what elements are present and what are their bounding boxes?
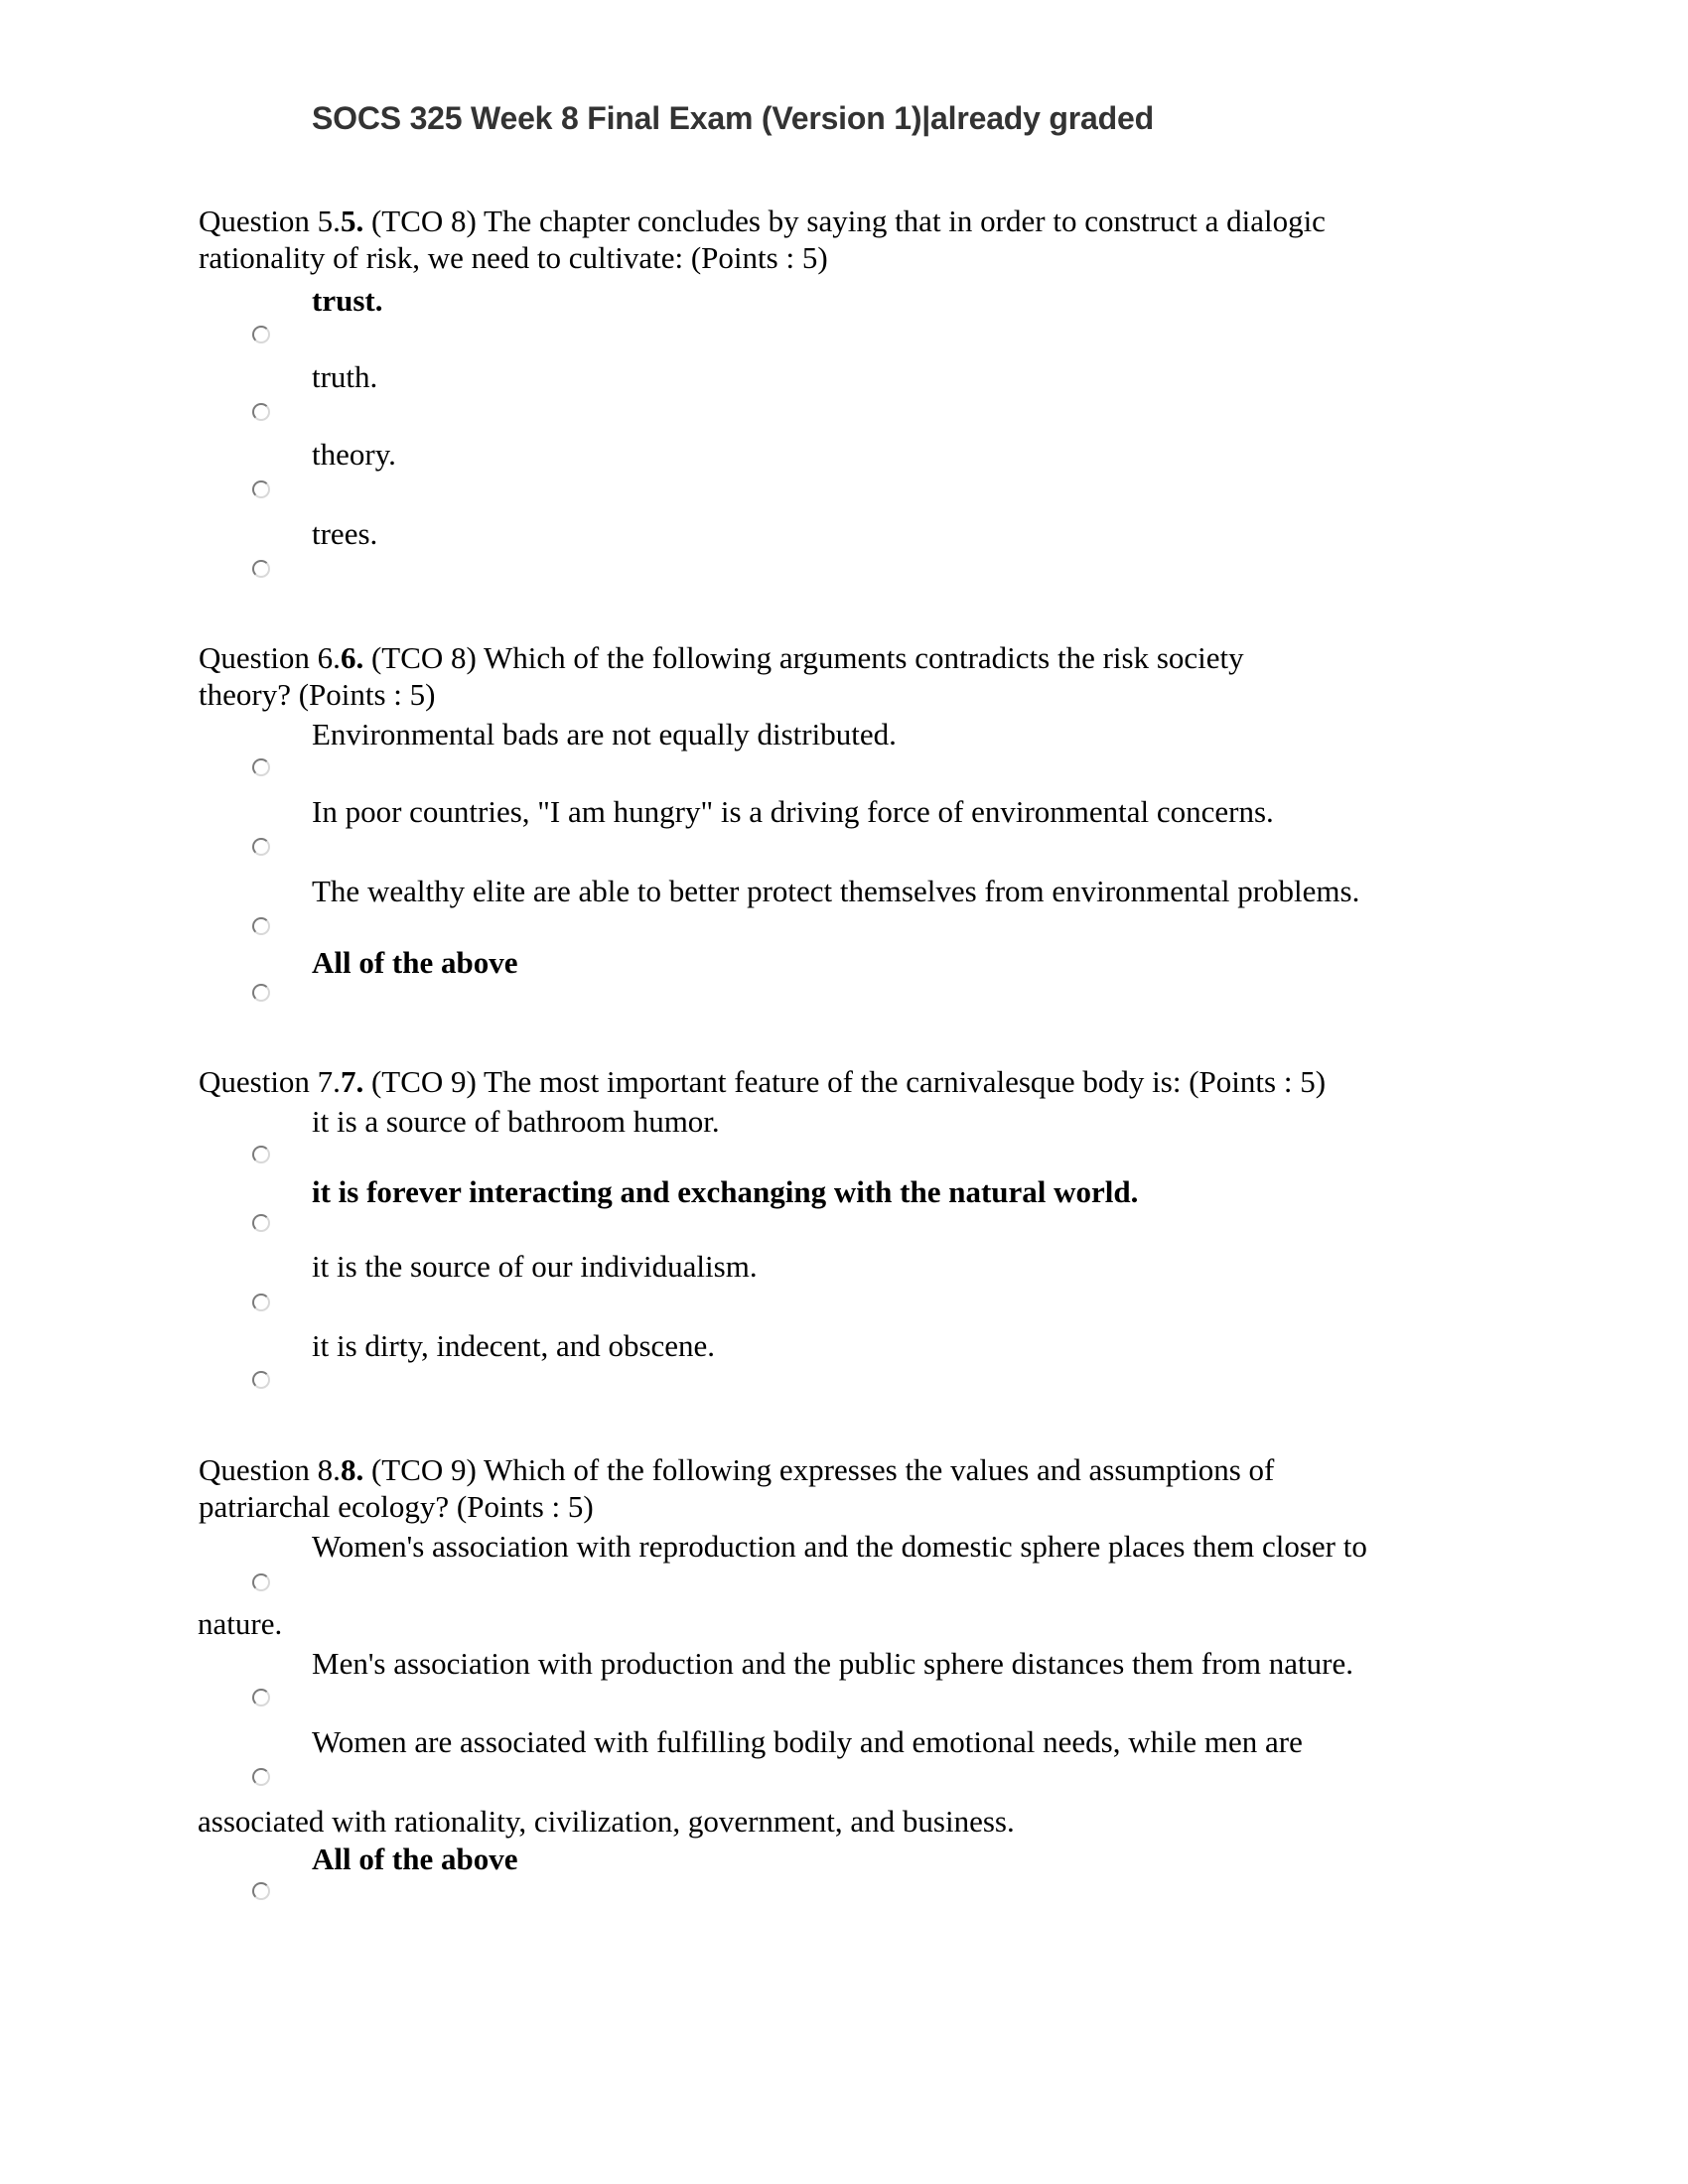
answer-option-label: Men's association with production and the public sphere distances them from nature. xyxy=(312,1646,1353,1681)
radio-button-option-2[interactable] xyxy=(252,403,270,421)
answer-option-label: it is a source of bathroom humor. xyxy=(312,1104,720,1139)
question-text: (TCO 8) Which of the following arguments contradicts the risk society xyxy=(363,640,1244,675)
answer-option-label: Women's association with reproduction and the domestic sphere places them closer to xyxy=(312,1529,1367,1564)
question-prompt-line xyxy=(199,640,1244,676)
question-number-bold: 5. xyxy=(340,204,364,238)
answer-option-label: it is the source of our individualism. xyxy=(312,1249,758,1284)
answer-option-continuation: nature. xyxy=(198,1606,283,1641)
question-prompt-line xyxy=(199,204,1326,239)
answer-option-label: theory. xyxy=(312,437,396,472)
radio-button-option-3[interactable] xyxy=(252,1768,270,1786)
answer-option-label: Women are associated with fulfilling bodily and emotional needs, while men are xyxy=(312,1724,1303,1759)
radio-button-option-2[interactable] xyxy=(252,1689,270,1706)
radio-button-option-2[interactable] xyxy=(252,1214,270,1232)
question-prompt-line: theory? (Points : 5) xyxy=(199,677,436,712)
answer-option-continuation: associated with rationality, civilization, government, and business. xyxy=(198,1804,1015,1839)
radio-button-option-3[interactable] xyxy=(252,480,270,498)
document-title: SOCS 325 Week 8 Final Exam (Version 1)|already graded xyxy=(312,100,1154,136)
question-text: (TCO 9) Which of the following expresses the values and assumptions of xyxy=(363,1452,1275,1487)
question-text: (TCO 8) The chapter concludes by saying that in order to construct a dialogic xyxy=(363,204,1326,238)
question-number: Question 8. xyxy=(199,1452,341,1487)
question-number: Question 6. xyxy=(199,640,341,675)
radio-button-option-1[interactable] xyxy=(252,758,270,776)
answer-option-label: it is forever interacting and exchanging with the natural world. xyxy=(312,1174,1139,1209)
question-prompt-line: rationality of risk, we need to cultivate: (Points : 5) xyxy=(199,240,828,275)
answer-option-label: All of the above xyxy=(312,1842,518,1876)
answer-option-label: The wealthy elite are able to better protect themselves from environmental problems. xyxy=(312,874,1360,908)
question-prompt-line xyxy=(199,1452,1274,1488)
radio-button-option-4[interactable] xyxy=(252,1371,270,1389)
question-number-bold: 7. xyxy=(340,1064,364,1099)
radio-button-option-4[interactable] xyxy=(252,560,270,578)
answer-option-label: trust. xyxy=(312,283,383,318)
question-prompt-line xyxy=(199,1064,1326,1100)
answer-option-label: Environmental bads are not equally distributed. xyxy=(312,717,897,751)
radio-button-option-3[interactable] xyxy=(252,917,270,935)
answer-option-label: truth. xyxy=(312,359,378,394)
question-number: Question 5. xyxy=(199,204,341,238)
question-number-bold: 8. xyxy=(340,1452,364,1487)
radio-button-option-1[interactable] xyxy=(252,1146,270,1163)
radio-button-option-2[interactable] xyxy=(252,838,270,856)
answer-option-label: In poor countries, "I am hungry" is a driving force of environmental concerns. xyxy=(312,794,1274,829)
radio-button-option-4[interactable] xyxy=(252,984,270,1002)
question-number: Question 7. xyxy=(199,1064,341,1099)
answer-option-label: trees. xyxy=(312,516,378,551)
radio-button-option-1[interactable] xyxy=(252,1573,270,1591)
radio-button-option-3[interactable] xyxy=(252,1294,270,1311)
answer-option-label: it is dirty, indecent, and obscene. xyxy=(312,1328,716,1363)
radio-button-option-4[interactable] xyxy=(252,1882,270,1900)
question-number-bold: 6. xyxy=(340,640,364,675)
question-text: (TCO 9) The most important feature of the carnivalesque body is: (Points : 5) xyxy=(363,1064,1327,1099)
radio-button-option-1[interactable] xyxy=(252,326,270,343)
answer-option-label: All of the above xyxy=(312,945,518,980)
question-prompt-line: patriarchal ecology? (Points : 5) xyxy=(199,1489,594,1524)
